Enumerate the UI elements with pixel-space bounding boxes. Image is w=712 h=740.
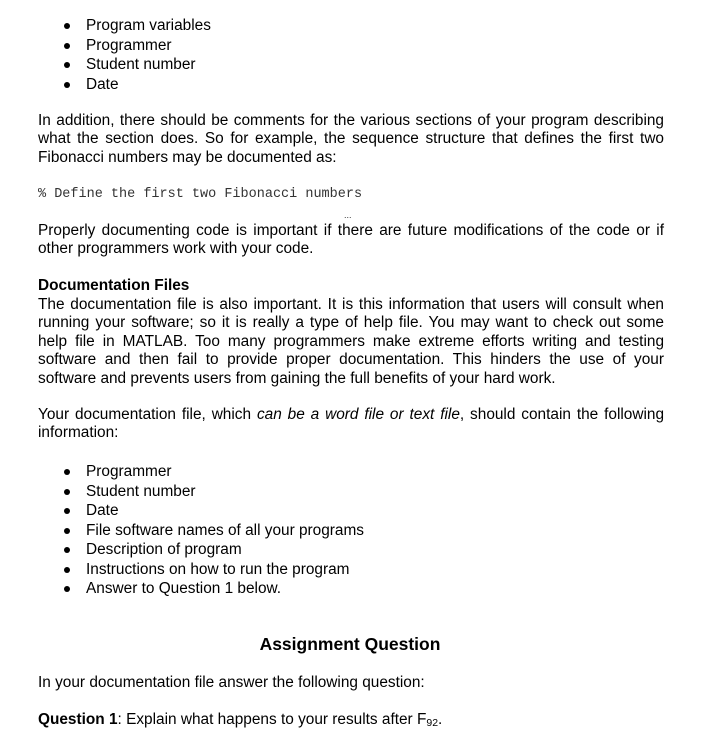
list-item: Date	[60, 75, 211, 95]
list-item: Answer to Question 1 below.	[60, 579, 364, 599]
paragraph-line: help file in MATLAB. Too many programmers make extreme efforts writing and testing	[38, 332, 664, 350]
paragraph-line: In addition, there should be comments for the various sections of your program describing	[38, 112, 664, 129]
paragraph-line: The documentation file is also important. It is this information that users will consult when	[38, 296, 664, 313]
paragraph-line: Fibonacci numbers may be documented as:	[38, 148, 337, 166]
documenting-paragraph	[38, 222, 664, 259]
paragraph-line	[38, 406, 664, 424]
paragraph-line: information:	[38, 424, 119, 442]
file-type-emphasis: can be a word file or text file	[256, 406, 460, 423]
list-item: Date	[60, 501, 364, 521]
assignment-question-title: Assignment Question	[259, 634, 441, 654]
paragraph-line: software and prevents users from gaining the full benefits of your hard work.	[38, 369, 556, 387]
list-item: Programmer	[60, 462, 364, 482]
documentation-file-contents-paragraph	[38, 406, 664, 443]
comments-paragraph	[38, 112, 664, 167]
code-comment-example: % Define the first two Fibonacci numbers	[38, 187, 363, 202]
paragraph-line: software and then fail to provide proper documentation. This hinders the use of your	[38, 351, 664, 369]
list-item: File software names of all your programs	[60, 521, 364, 541]
list-item: Student number	[60, 55, 211, 75]
documentation-files-heading: Documentation Files	[38, 277, 190, 294]
paragraph-line: running your software; so it is really a type of help file. You may want to check out some	[38, 314, 664, 332]
paragraph-text: , should contain the following	[459, 406, 665, 423]
list-item: Program variables	[60, 16, 211, 36]
program-info-list	[60, 16, 211, 94]
list-item: Student number	[60, 482, 364, 502]
question-text: : Explain what happens to your results after F	[117, 711, 427, 728]
question-1	[38, 711, 442, 729]
paragraph-text: Your documentation file, which	[38, 406, 257, 423]
list-item: Instructions on how to run the program	[60, 560, 364, 580]
documentation-files-paragraph	[38, 296, 664, 388]
paragraph-line: Properly documenting code is important if there are future modifications of the code or if	[38, 222, 664, 239]
fibonacci-index: 92	[426, 717, 439, 729]
paragraph-line: other programmers work with your code.	[38, 240, 314, 258]
question-label: Question 1	[38, 711, 118, 728]
paragraph-line: what the section does. So for example, the sequence structure that defines the first two	[38, 130, 664, 148]
answer-instruction: In your documentation file answer the following question:	[38, 674, 425, 691]
code-ellipsis: ...	[344, 210, 352, 220]
question-end: .	[438, 711, 443, 728]
documentation-contents-list	[60, 462, 364, 599]
list-item: Description of program	[60, 540, 364, 560]
list-item: Programmer	[60, 36, 211, 56]
